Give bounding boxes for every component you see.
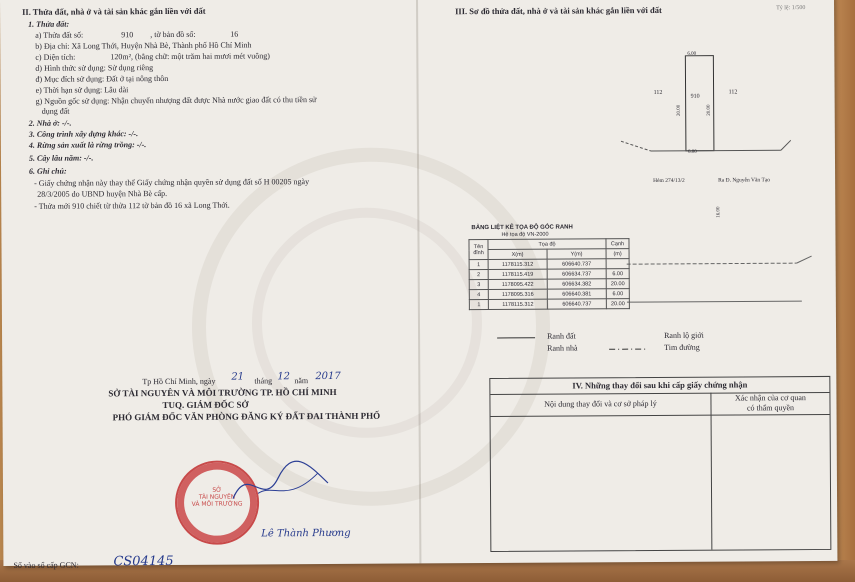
cell: 606634.737 [547, 269, 606, 279]
cell: 1178095.422 [488, 279, 547, 289]
note-1a: - Giấy chứng nhận này thay thế Giấy chứng nhận quyền sử dụng đất số H 00205 ngày [34, 177, 310, 188]
road-sketch [627, 253, 817, 314]
plot-number: 910 [690, 93, 700, 100]
cell: 6.00 [606, 289, 629, 299]
section-iii-title: III. Sơ đồ thửa đất, nhà ở và tài sản khác gắn liền với đất [455, 4, 662, 17]
neighbor-right: 112 [728, 89, 738, 96]
cell: 606634.382 [547, 279, 606, 289]
road-label: Ra Đ. Nguyễn Văn Tạo [718, 177, 771, 184]
section-ii-title: II. Thửa đất, nhà ở và tài sản khác gắn liền với đất [22, 5, 206, 17]
perennial-item: 5. Cây lâu năm: -/-. [28, 153, 94, 163]
coordinate-table [468, 238, 629, 310]
confirmation-column-header [711, 392, 829, 416]
road-width: 16.00 [716, 206, 722, 218]
cell: 20.00 [606, 299, 629, 309]
issue-month: 12 [277, 371, 291, 383]
plot-bottom-dim: 6.00 [687, 149, 697, 155]
cell: 1178115.419 [488, 269, 547, 279]
plot-left-dim: 20.00 [676, 104, 682, 116]
coord-system: Hệ tọa độ VN-2000 [501, 231, 549, 238]
cell: 6.00 [606, 269, 629, 279]
other-works-item: 3. Công trình xây dựng khác: -/-. [28, 129, 139, 139]
area-value: 120m², (bằng chữ: một trăm hai mươi mét vuông) [110, 51, 270, 62]
cell: 1178115.312 [488, 259, 547, 269]
col-edge-unit: (m) [606, 249, 629, 259]
forest-item: 4. Rừng sản xuất là rừng trồng: -/-. [28, 140, 147, 150]
changes-column-header: Nội dung thay đổi và cơ sở pháp lý [490, 393, 711, 417]
col-x: X(m) [488, 249, 547, 259]
cell: 1178095.316 [488, 289, 547, 299]
cell: 2 [469, 270, 488, 280]
cell: 3 [469, 280, 488, 290]
column-divider [711, 415, 713, 550]
confirmation-header-line-1: Xác nhận của cơ quan [734, 393, 806, 403]
parcel-number: 910 [121, 30, 134, 40]
parcel-heading: 1. Thửa đất: [28, 19, 70, 29]
issue-day: 21 [231, 371, 245, 383]
legend-land-boundary: Ranh đất [547, 331, 576, 341]
use-origin-line: g) Nguồn gốc sử dụng: Nhận chuyển nhượng đất được Nhà nước giao đất có thu tiền sử [35, 95, 317, 106]
cell: 606640.737 [547, 299, 606, 309]
parcel-number-label: a) Thửa đất số: [35, 30, 84, 40]
signature-scribble [228, 453, 338, 514]
cell: 606640.381 [547, 289, 606, 299]
address-line: b) Địa chỉ: Xã Long Thới, Huyện Nhà Bè, Thành phố Hồ Chí Minh [35, 40, 252, 51]
legend-centerline: Tim đường [664, 342, 700, 352]
signer-title: PHÓ GIÁM ĐỐC VĂN PHÒNG ĐĂNG KÝ ĐẤT ĐAI THÀNH PHỐ [112, 410, 381, 423]
section-iv-title: IV. Những thay đổi sau khi cấp giấy chứng nhận [490, 377, 829, 395]
table-row [469, 299, 629, 310]
plot-right-dim: 20.00 [706, 104, 712, 116]
house-item: 2. Nhà ở: -/-. [28, 118, 72, 128]
use-term-line: e) Thời hạn sử dụng: Lâu dài [35, 85, 129, 95]
map-sheet-number: 16 [230, 29, 239, 39]
stamp-line-3: VÀ MÔI TRƯỜNG [191, 500, 243, 508]
section-iv-table [489, 376, 831, 552]
col-vertex: Tên đỉnh [469, 240, 488, 260]
coord-table-title: BẢNG LIỆT KÊ TỌA ĐỘ GÓC RANH [471, 224, 573, 232]
legend-road-boundary: Ranh lộ giới [664, 330, 704, 340]
issuing-org: SỞ TÀI NGUYÊN VÀ MÔI TRƯỜNG TP. HỒ CHÍ MINH [108, 386, 337, 399]
area-label: c) Diện tích: [35, 52, 76, 62]
use-form-line: d) Hình thức sử dụng: Sử dụng riêng [35, 63, 154, 73]
authority-line: TUQ. GIÁM ĐỐC SỞ [162, 399, 249, 411]
plot-top-dim: 6.00 [687, 51, 697, 57]
stamp-line-1: SỞ [212, 486, 222, 494]
cell: 606640.737 [547, 259, 606, 269]
map-scale: Tỷ lệ: 1/500 [776, 5, 806, 12]
issue-date-prefix: Tp Hồ Chí Minh, ngày [142, 376, 216, 387]
alley-label: Hẻm 274/13/2 [653, 177, 685, 185]
cell: 1178115.312 [488, 299, 547, 309]
note-1b: 28/3/2005 do UBND huyện Nhà Bè cấp. [37, 188, 168, 199]
confirmation-header-line-2: có thẩm quyền [746, 403, 795, 413]
notes-heading: 6. Ghi chú: [29, 166, 67, 176]
signer-name: Lê Thành Phương [261, 527, 351, 540]
year-label: năm [294, 376, 309, 386]
cell: 1 [469, 300, 488, 310]
registration-label: Số vào sổ cấp GCN: [13, 560, 79, 570]
cell: 4 [469, 290, 488, 300]
use-origin-line-2: dụng đất [41, 106, 70, 116]
legend-house-boundary: Ranh nhà [547, 343, 578, 353]
neighbor-left: 112 [653, 89, 663, 97]
cell: 20.00 [606, 279, 629, 289]
cell: 1 [469, 260, 488, 270]
cell [606, 259, 629, 269]
registration-number: CS04145 [113, 553, 174, 570]
drum-watermark-inner [251, 207, 482, 438]
issue-year: 2017 [315, 370, 341, 383]
col-y: Y(m) [547, 249, 606, 259]
use-purpose-line: đ) Mục đích sử dụng: Đất ở tại nông thôn [35, 73, 169, 84]
col-coords: Tọa độ [488, 239, 606, 250]
col-edge: Cạnh [606, 239, 629, 249]
month-label: tháng [254, 376, 273, 386]
stamp-line-2: TÀI NGUYÊN [198, 493, 236, 501]
map-sheet-label: , tờ bản đồ số: [150, 29, 196, 40]
note-2: - Thửa mới 910 chiết từ thửa 112 tờ bản đồ 16 xã Long Thới. [34, 200, 230, 211]
